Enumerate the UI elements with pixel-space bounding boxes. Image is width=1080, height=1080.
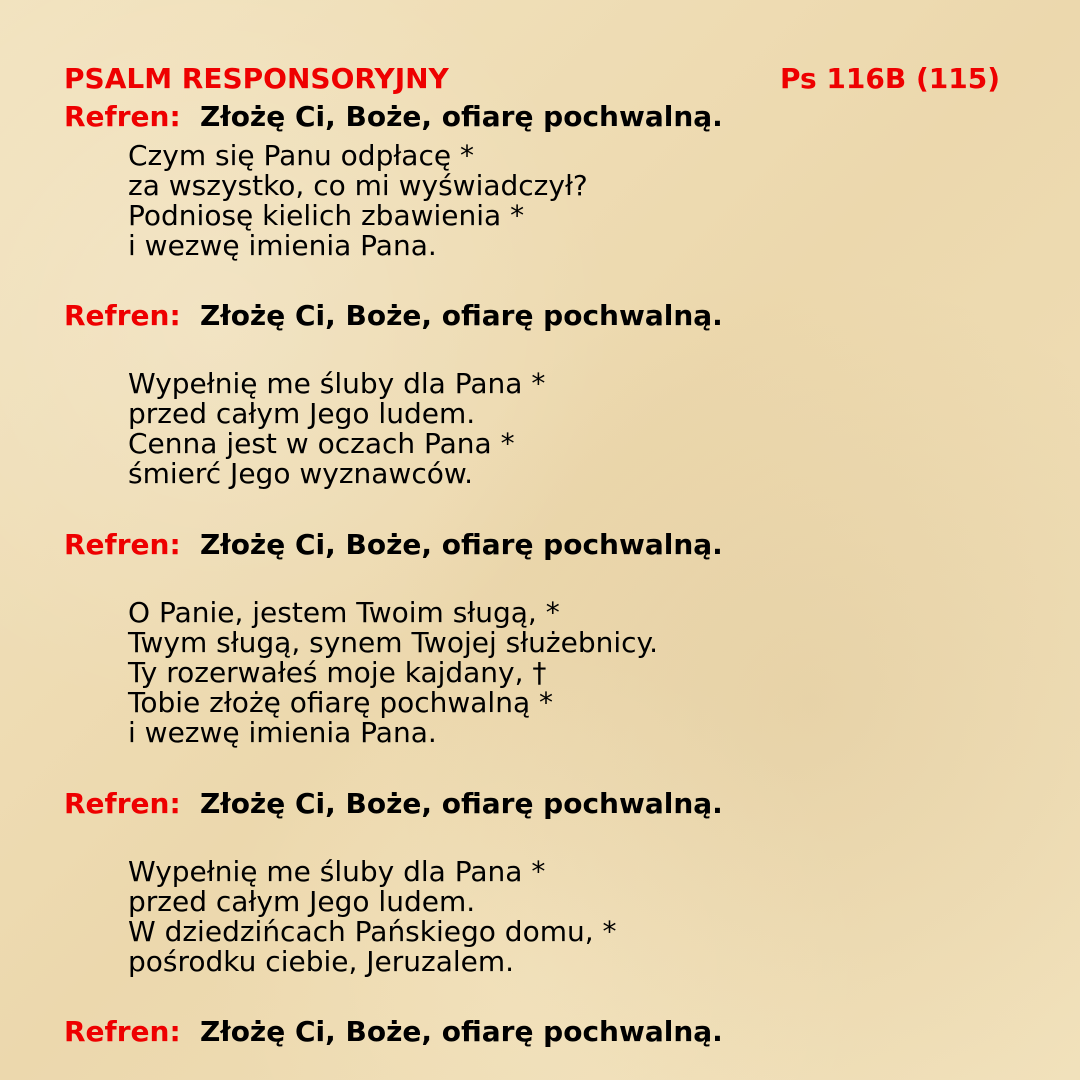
refrain xyxy=(64,1013,723,1053)
refrain-label: Refren: xyxy=(64,787,181,820)
stanza xyxy=(128,141,1028,261)
refrain xyxy=(64,785,723,825)
verse-line: śmierć Jego wyznawców. xyxy=(128,457,474,490)
verse-line: Wypełnię me śluby dla Pana * xyxy=(128,855,546,888)
verse-line: przed całym Jego ludem. xyxy=(128,885,476,918)
refrain-label: Refren: xyxy=(64,1015,181,1048)
psalm-title: PSALM RESPONSORYJNY xyxy=(64,62,449,95)
refrain-text: Złożę Ci, Boże, ofiarę pochwalną. xyxy=(200,100,723,133)
verse-line: Wypełnię me śluby dla Pana * xyxy=(128,367,546,400)
psalm-reference: Ps 116B (115) xyxy=(779,62,1000,95)
refrain-text: Złożę Ci, Boże, ofiarę pochwalną. xyxy=(200,528,723,561)
refrain-text: Złożę Ci, Boże, ofiarę pochwalną. xyxy=(200,299,723,332)
verse-line: pośrodku ciebie, Jeruzalem. xyxy=(128,945,515,978)
header xyxy=(64,60,1000,100)
verse-line: i wezwę imienia Pana. xyxy=(128,229,437,262)
verse-line: przed całym Jego ludem. xyxy=(128,397,476,430)
verse-line: Podniosę kielich zbawienia * xyxy=(128,199,525,232)
verse-line: O Panie, jestem Twoim sługą, * xyxy=(128,596,560,629)
verse-line: Cenna jest w oczach Pana * xyxy=(128,427,515,460)
verse-line: i wezwę imienia Pana. xyxy=(128,716,437,749)
refrain xyxy=(64,297,723,337)
stanza xyxy=(128,369,1028,489)
verse-line: W dziedzińcach Pańskiego domu, * xyxy=(128,915,617,948)
verse-line: Czym się Panu odpłacę * xyxy=(128,139,474,172)
stanza xyxy=(128,857,1028,977)
stanza xyxy=(128,598,1028,748)
verse-line: Ty rozerwałeś moje kajdany, † xyxy=(128,656,547,689)
refrain-text: Złożę Ci, Boże, ofiarę pochwalną. xyxy=(200,787,723,820)
verse-line: Tobie złożę ofiarę pochwalną * xyxy=(128,686,554,719)
refrain-text: Złożę Ci, Boże, ofiarę pochwalną. xyxy=(200,1015,723,1048)
refrain xyxy=(64,98,723,138)
refrain-label: Refren: xyxy=(64,100,181,133)
refrain xyxy=(64,526,723,566)
refrain-label: Refren: xyxy=(64,528,181,561)
refrain-label: Refren: xyxy=(64,299,181,332)
verse-line: za wszystko, co mi wyświadczył? xyxy=(128,169,588,202)
verse-line: Twym sługą, synem Twojej służebnicy. xyxy=(128,626,659,659)
